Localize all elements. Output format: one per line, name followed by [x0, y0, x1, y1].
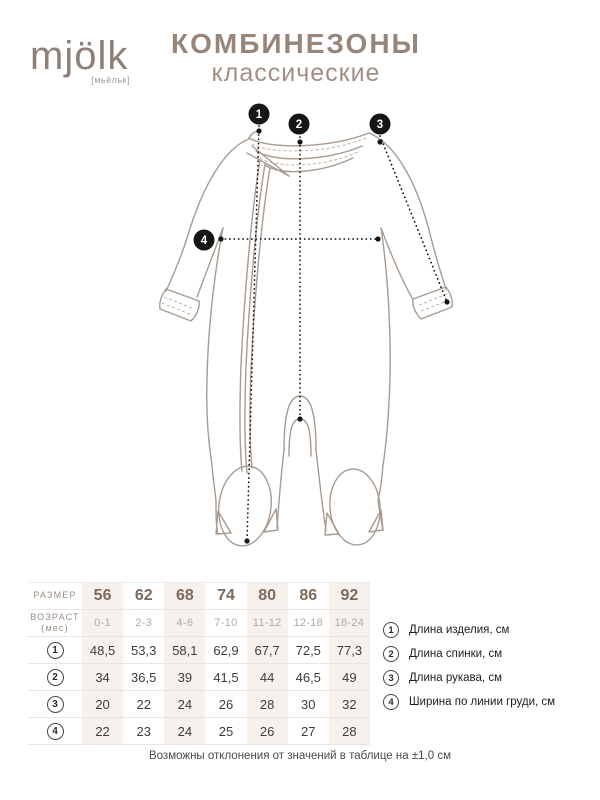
measure-marker-3 [370, 114, 391, 135]
measurement-value: 26 [259, 723, 275, 739]
legend-number-badge: 4 [383, 694, 399, 710]
size-value: 86 [299, 587, 318, 604]
measurement-value: 44 [259, 669, 275, 685]
size-row [28, 582, 370, 610]
measurement-value: 25 [218, 723, 234, 739]
legend-number-badge: 1 [383, 622, 399, 638]
table-row [28, 718, 370, 745]
measurement-value: 48,5 [89, 642, 116, 658]
measurement-value: 41,5 [213, 669, 239, 685]
tolerance-note: Возможны отклонения от значений в таблице на ±1,0 см [149, 750, 451, 762]
measure-marker-2-num: 2 [295, 119, 303, 131]
measure-marker-2 [289, 114, 310, 135]
size-value: 74 [217, 587, 235, 604]
size-table [28, 582, 370, 745]
table-row [28, 637, 370, 664]
measurement-value: 28 [259, 696, 275, 712]
size-value: 56 [93, 587, 112, 604]
measurement-legend [383, 622, 555, 718]
legend-item [383, 670, 555, 686]
measurement-value: 67,7 [254, 642, 280, 658]
legend-number-badge: 2 [383, 646, 399, 662]
measure-marker-3-num: 3 [376, 119, 384, 131]
brand-logo-text: mjölk [30, 34, 129, 78]
measurement-value: 32 [342, 696, 357, 712]
row-number-badge: 3 [47, 696, 64, 713]
size-value: 62 [134, 587, 153, 604]
measure-marker-1 [249, 104, 270, 125]
measurement-value: 24 [177, 696, 193, 712]
measurement-value: 22 [95, 723, 110, 739]
age-value: 18-24 [334, 617, 365, 629]
measurement-value: 49 [342, 669, 357, 685]
measurement-value: 23 [136, 723, 151, 739]
measurement-value: 30 [301, 696, 316, 712]
measurement-value: 77,3 [336, 642, 363, 658]
row-number-badge: 1 [47, 642, 64, 659]
measurement-value: 24 [177, 723, 193, 739]
age-value: 11-12 [252, 617, 282, 629]
legend-label: Длина изделия, см [409, 624, 510, 636]
size-value: 68 [175, 587, 194, 604]
measurement-value: 46,5 [295, 669, 321, 685]
measurement-value: 20 [95, 696, 110, 712]
legend-item [383, 646, 555, 662]
onesie-garment-art [160, 131, 453, 549]
measure-marker-4-num: 4 [200, 235, 208, 247]
table-row [28, 691, 370, 718]
measurement-value: 58,1 [172, 642, 198, 658]
age-row [28, 610, 370, 637]
age-value: 12-18 [293, 617, 324, 629]
measurement-value: 27 [301, 723, 316, 739]
measurement-value: 36,5 [131, 669, 157, 685]
age-value: 7-10 [214, 617, 238, 629]
row-number-badge: 4 [47, 723, 64, 740]
legend-number-badge: 3 [383, 670, 399, 686]
measurement-value: 28 [342, 723, 357, 739]
age-value: 0-1 [94, 617, 111, 629]
measurement-value: 72,5 [295, 642, 321, 658]
measure-marker-4 [194, 230, 215, 251]
legend-label: Длина рукава, см [409, 672, 502, 684]
size-value: 80 [258, 587, 277, 604]
legend-label: Ширина по линии груди, см [409, 696, 556, 708]
measurement-value: 53,3 [131, 642, 157, 658]
measurement-value: 26 [218, 696, 234, 712]
measurement-value: 62,9 [213, 642, 239, 658]
size-row-label: РАЗМЕР [33, 590, 77, 601]
measurement-value: 22 [136, 696, 151, 712]
page-title-main: КОМБИНЕЗОНЫ [171, 28, 421, 59]
legend-item [383, 694, 555, 710]
row-number-badge: 2 [47, 669, 64, 686]
legend-label: Длина спинки, см [409, 648, 503, 660]
age-row-label: ВОЗРАСТ (мес) [30, 611, 80, 633]
measurement-value: 39 [177, 669, 193, 685]
measurement-value: 34 [95, 669, 110, 685]
brand-logo-transcription: [мьёльк] [91, 75, 130, 85]
legend-item [383, 622, 555, 638]
age-value: 2-3 [135, 617, 153, 629]
table-row [28, 664, 370, 691]
size-value: 92 [340, 587, 359, 604]
age-value: 4-6 [176, 617, 194, 629]
measure-marker-1-num: 1 [255, 109, 263, 121]
page-title-sub: классические [211, 59, 381, 87]
